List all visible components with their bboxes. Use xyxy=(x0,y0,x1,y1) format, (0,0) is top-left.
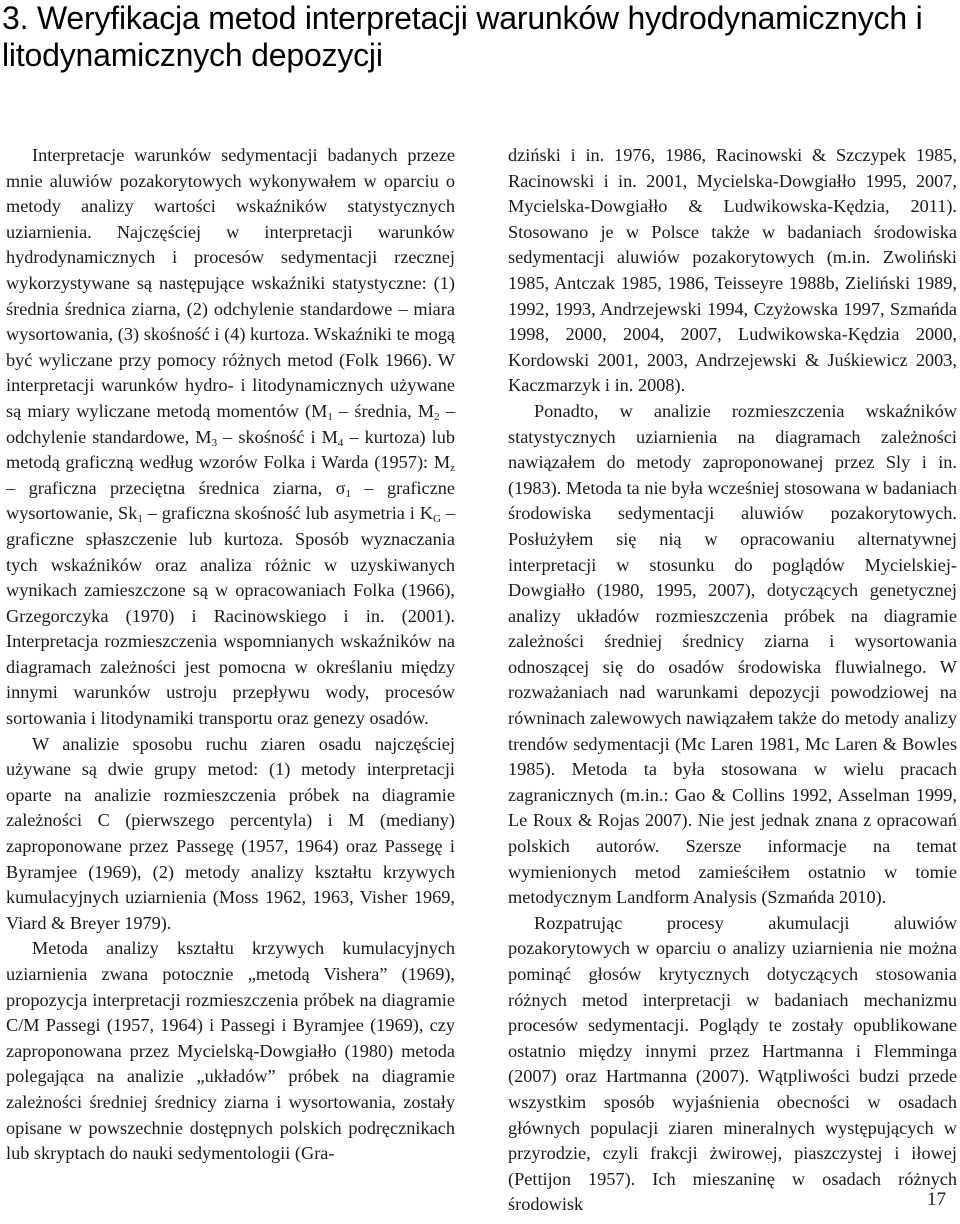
subscript: 1 xyxy=(327,410,333,423)
paragraph: W analizie sposobu ruchu ziaren osadu najczęściej używane są dwie grupy metod: (1) metody interpretacji oparte na analizie rozmieszczenia próbek na diagramie zależności C (pierwszego percentyla) i M (mediany) zaproponowane przez Passegę (1957, 1964) oraz Passegę i Byramjee (1969), (2) metody analizy kształtu krzywych kumulacyjnych uziarnienia (Moss 1962, 1963, Visher 1969, Viard & Breyer 1979). xyxy=(6,733,455,933)
left-column xyxy=(6,143,455,1167)
subscript: 1 xyxy=(345,487,351,500)
subscript: z xyxy=(450,462,455,475)
paragraph: dziński i in. 1976, 1986, Racinowski & Szczypek 1985, Racinowski i in. 2001, Mycielska-Dowgiałło 1995, 2007, Mycielska-Dowgiałło & Ludwikowska-Kędzia, 2011). Stosowano je w Polsce także w badaniach środowiska sedymentacji aluwiów pozakorytowych (m.in. Zwoliński 1985, Antczak 1985, 1986, Teisseyre 1988b, Zieliński 1989, 1992, 1993, Andrzejewski 1994, Czyżowska 1997, Szmańda 1998, 2000, 2004, 2007, Ludwikowska-Kędzia 2000, Kordowski 2001, 2003, Andrzejewski & Juśkiewicz 2003, Kaczmarzyk i in. 2008). xyxy=(508,145,957,396)
text-run: – graficzne wysortowanie, Sk xyxy=(6,477,456,524)
paragraph: Ponadto, w analizie rozmieszczenia wskaźników statystycznych uziarnienia na diagramach zależności nawiązałem do metody zaproponowanej przez Sly i in. (1983). Metoda ta nie była wcześniej stosowana w badaniach środowiska sedymentacji aluwiów pozakorytowych. Posłużyłem się nią w opracowaniu alternatywnej interpretacji w stosunku do poglądów Mycielskiej-Dowgiałło (1980, 1995, 2007), dotyczących genetycznej analizy układów rozmieszczenia próbek na diagramie zależności średniej średnicy ziarna i wysortowania odnoszącej się do osadów środowiska fluwialnego. W rozważaniach nad warunkami depozycji powodziowej na równinach zalewowych nawiązałem także do metody analizy trendów sedymentacji (Mc Laren 1981, Mc Laren & Bowles 1985). Metoda ta była stosowana w wielu pracach zagranicznych (m.in.: Gao & Collins 1992, Asselman 1999, Le Roux & Rojas 2007). Nie jest jednak znana z opracowań polskich autorów. Szersze informacje na temat wymienionych metod zamieściłem ostatnio w tomie metodycznym Landform Analysis (Szmańda 2010). xyxy=(508,400,957,908)
page-number: 17 xyxy=(927,1189,946,1210)
text-run: – graficzna przeciętna średnica ziarna, σ xyxy=(6,477,346,498)
paragraph xyxy=(6,143,455,732)
subscript: 1 xyxy=(137,513,143,526)
subscript: 2 xyxy=(434,410,440,423)
text-run: – odchylenie standardowe, M xyxy=(6,400,455,447)
text-run: – graficzne spłaszczenie lub kurtoza. Sposób wyznaczania tych wskaźników oraz analiza różnic w uzyskiwanych wynikach zamieszczone są w opracowaniach Folka (1966), Grzegorczyka (1970) i Racinowskiego i in. (2001). Interpretacja rozmieszczenia wspomnianych wskaźników na diagramach zależności jest pomocna w określaniu między innymi warunków ustroju przepływu wody, procesów sortowania i litodynamiki transportu oraz genezy osadów. xyxy=(6,503,455,729)
text-run: – średnia, M xyxy=(332,400,435,421)
text-run: – skośność i M xyxy=(217,426,338,447)
subscript: G xyxy=(433,513,441,526)
text-run: – kurtoza) lub metodą graficzną według wzorów Folka i Warda (1957): M xyxy=(6,426,456,473)
text-run: – graficzna skośność lub asymetria i K xyxy=(142,503,433,524)
subscript: 4 xyxy=(337,436,344,449)
section-heading: 3. Weryfikacja metod interpretacji warunków hydrodynamicznych i litodynamicznych depozycji xyxy=(2,0,923,73)
right-column xyxy=(508,143,957,1218)
paragraph: Rozpatrując procesy akumulacji aluwiów pozakorytowych w oparciu o analizy uziarnienia nie można pominąć głosów krytycznych dotyczących stosowania różnych metod interpretacji w badaniach mechanizmu procesów sedymentacji. Poglądy te zostały opublikowane ostatnio między innymi przez Hartmanna i Flemminga (2007) oraz Hartmanna (2007). Wątpliwości budzi przede wszystkim sposób wyjaśnienia obecności w osadach głównych populacji ziaren mineralnych występujących w przyrodzie, czyli frakcji żwirowej, piaszczystej i iłowej (Pettijon 1957). Ich mieszaninę w osadach różnych środowisk xyxy=(508,912,957,1215)
subscript: 3 xyxy=(211,436,218,449)
paragraph: Metoda analizy kształtu krzywych kumulacyjnych uziarnienia zwana potocznie „metodą Vishera” (1969), propozycja interpretacji rozmieszczenia próbek na diagramie C/M Passegi (1957, 1964) i Passegi i Byramjee (1969), czy zaproponowana przez Mycielską-Dowgiałło (1980) metoda polegająca na analizie „układów” próbek na diagramie zależności średniej średnicy ziarna i wysortowania, zostały opisane w powszechnie dostępnych polskich podręcznikach lub skryptach do nauki sedymentologii (Gra- xyxy=(6,938,455,1164)
text-run: Interpretacje warunków sedymentacji badanych przeze mnie aluwiów pozakorytowych wykonywałem w oparciu o metody analizy wartości wskaźników statystycznych uziarnienia. Najczęściej w interpretacji warunków hydrodynamicznych i procesów sedymentacji rzecznej wykorzystywane są następujące wskaźniki statystyczne: (1) średnia średnica ziarna, (2) odchylenie standardowe – miara wysortowania, (3) skośność i (4) kurtoza. Wskaźniki te mogą być wyliczane przy pomocy różnych metod (Folk 1966). W interpretacji warunków hydro- i litodynamicznych używane są miary wyliczane metodą momentów (M xyxy=(6,145,455,421)
